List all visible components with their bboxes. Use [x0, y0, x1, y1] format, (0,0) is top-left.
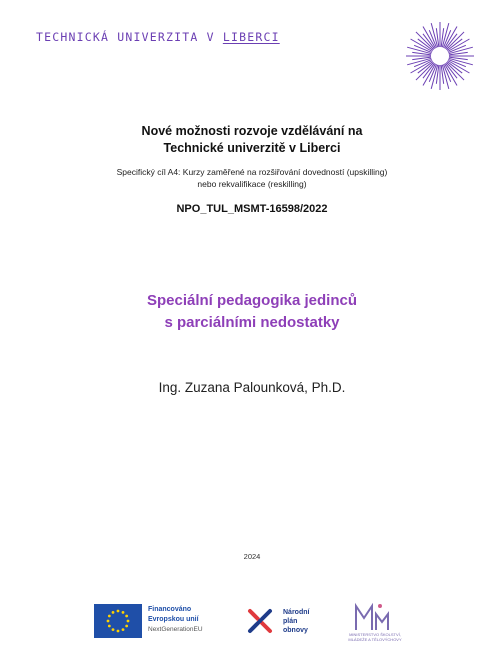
project-title-line-2: Technické univerzitě v Liberci: [163, 141, 341, 155]
project-title: [0, 123, 504, 157]
npo-line-2: plán: [283, 618, 298, 625]
npo-logo-icon: [244, 605, 276, 637]
eu-flag-icon: [94, 604, 142, 638]
university-burst-logo-icon: [404, 20, 476, 92]
msmt-line-2: MLÁDEŽE A TĚLOVÝCHOVY: [348, 637, 402, 642]
msmt-text: [340, 632, 410, 642]
specific-goal-line-1: Specifický cíl A4: Kurzy zaměřené na rozšiřování dovedností (upskilling): [116, 167, 388, 177]
msmt-logo-icon: [350, 600, 396, 632]
specific-goal: [0, 166, 504, 190]
npo-text: [283, 608, 309, 635]
document-title-line-1: Speciální pedagogika jedinců: [146, 292, 358, 309]
npo-line-3: obnovy: [283, 627, 308, 634]
publication-year: 2024: [243, 552, 261, 561]
eu-funding-line-1: Financováno: [148, 606, 192, 613]
project-title-line-1: Nové možnosti rozvoje vzdělávání na: [141, 124, 363, 138]
msmt-line-1: MINISTERSTVO ŠKOLSTVÍ,: [349, 632, 401, 637]
university-name: [36, 30, 280, 44]
eu-funding-line-3: NextGenerationEU: [148, 626, 203, 633]
project-code: NPO_TUL_MSMT-16598/2022: [176, 203, 328, 215]
author-name: Ing. Zuzana Palounková, Ph.D.: [158, 380, 346, 395]
npo-line-1: Národní: [283, 609, 310, 616]
document-title-line-2: s parciálními nedostatky: [164, 314, 340, 331]
university-name-prefix: TECHNICKÁ UNIVERZITA V: [36, 30, 223, 44]
university-name-city: LIBERCI: [222, 30, 280, 44]
eu-funding-text: [148, 605, 203, 635]
eu-funding-line-2: Evropskou unií: [148, 616, 199, 623]
document-title: [0, 290, 504, 334]
specific-goal-line-2: nebo rekvalifikace (reskilling): [197, 179, 307, 189]
